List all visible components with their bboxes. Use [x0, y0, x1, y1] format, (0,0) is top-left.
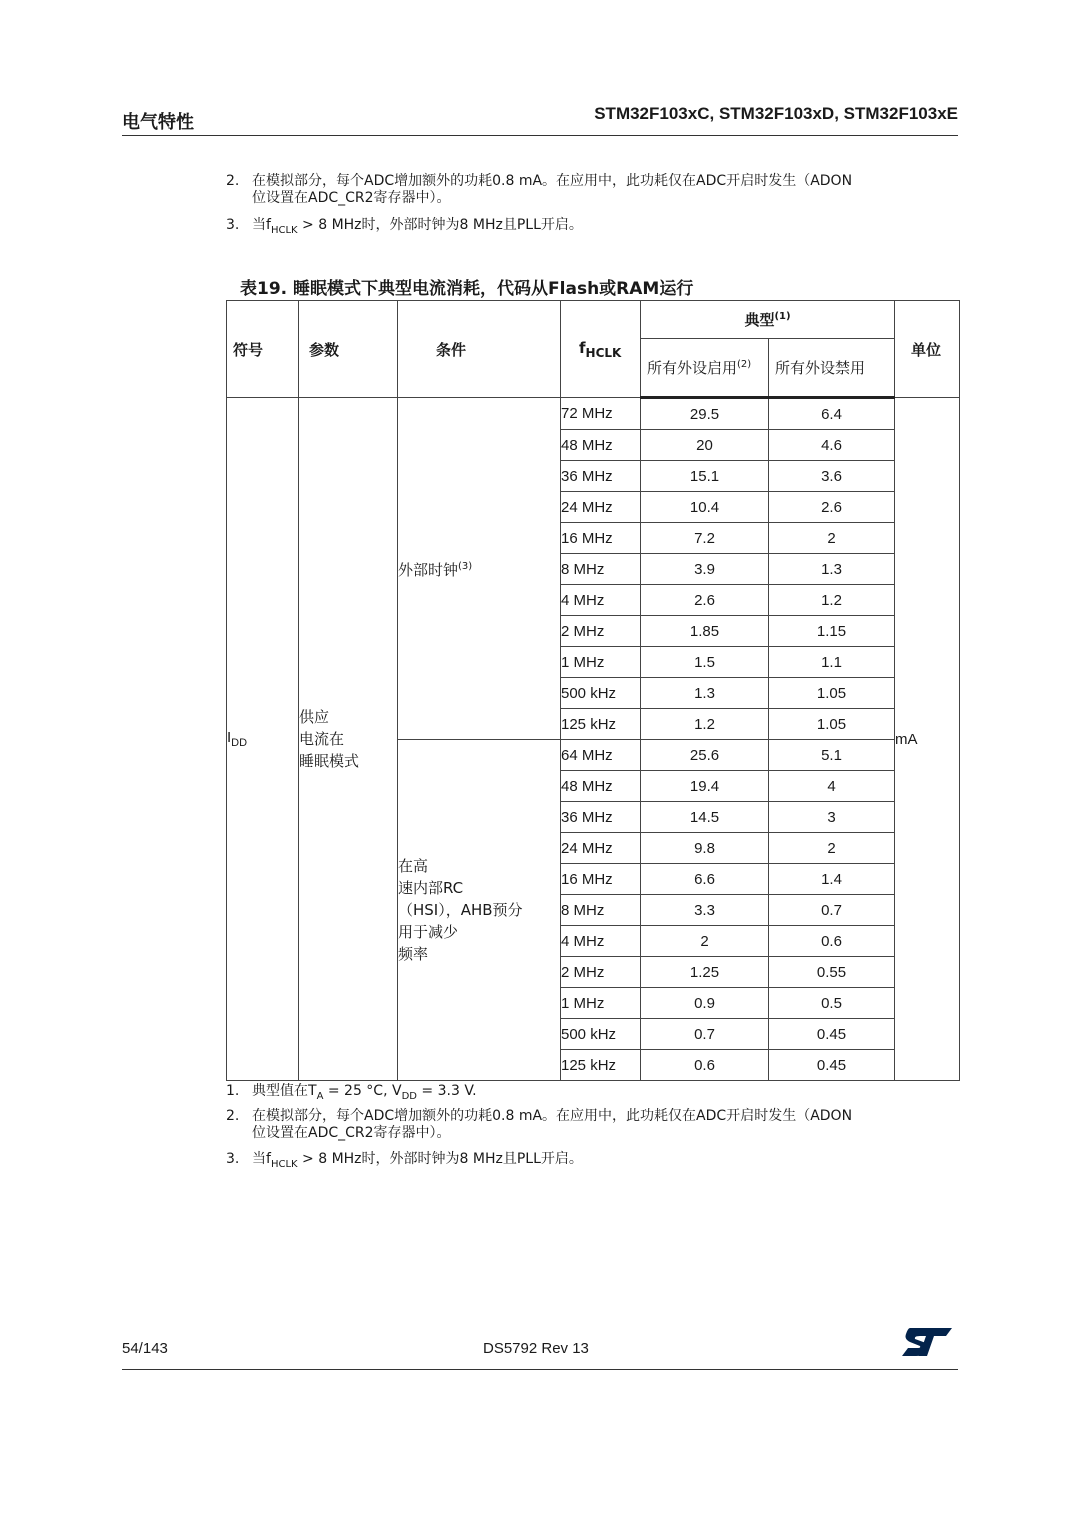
value-all-off: 2 — [769, 523, 895, 554]
value-all-on: 0.6 — [641, 1050, 769, 1081]
value-all-on: 29.5 — [641, 398, 769, 430]
value-all-off: 1.1 — [769, 647, 895, 678]
table-row — [227, 398, 960, 430]
value-all-on: 25.6 — [641, 740, 769, 771]
footer-divider — [122, 1369, 958, 1370]
value-all-on: 15.1 — [641, 461, 769, 492]
table-title: 表19. 睡眠模式下典型电流消耗，代码从Flash或RAM运行 — [240, 279, 694, 299]
frequency-cell: 8 MHz — [561, 554, 641, 585]
value-all-on: 1.85 — [641, 616, 769, 647]
value-all-off: 1.2 — [769, 585, 895, 616]
value-all-off: 1.4 — [769, 864, 895, 895]
frequency-cell: 125 kHz — [561, 709, 641, 740]
frequency-cell: 48 MHz — [561, 771, 641, 802]
value-all-off: 1.15 — [769, 616, 895, 647]
top-note-2: 2. 在模拟部分，每个ADC增加额外的功耗0.8 mA。在应用中，此功耗仅在ADC开启时发生（ADON 位设置在ADC_CR2寄存器中）。 — [226, 173, 853, 206]
bottom-note-3: 3. 当$f_{HCLK} > 8$ MHz时，外部时钟为8 MHz且PLL开启。 — [226, 1151, 583, 1170]
header-fhclk: $f_{HCLK}$ — [561, 301, 641, 398]
header-all-peripherals-off: 所有外设禁用 — [769, 339, 895, 398]
frequency-cell: 125 kHz — [561, 1050, 641, 1081]
value-all-on: 1.2 — [641, 709, 769, 740]
frequency-cell: 16 MHz — [561, 864, 641, 895]
value-all-off: 0.45 — [769, 1050, 895, 1081]
value-all-off: 4 — [769, 771, 895, 802]
value-all-on: 3.3 — [641, 895, 769, 926]
frequency-cell: 64 MHz — [561, 740, 641, 771]
frequency-cell: 500 kHz — [561, 678, 641, 709]
frequency-cell: 8 MHz — [561, 895, 641, 926]
value-all-off: 0.55 — [769, 957, 895, 988]
bottom-note-2: 2. 在模拟部分，每个ADC增加额外的功耗0.8 mA。在应用中，此功耗仅在ADC开启时发生（ADON 位设置在ADC_CR2寄存器中）。 — [226, 1108, 853, 1141]
header-typical: 典型$^{(1)}$ — [641, 301, 895, 339]
value-all-on: 20 — [641, 430, 769, 461]
st-logo-icon — [900, 1326, 954, 1358]
value-all-off: 3.6 — [769, 461, 895, 492]
value-all-on: 0.7 — [641, 1019, 769, 1050]
value-all-on: 1.3 — [641, 678, 769, 709]
value-all-off: 2.6 — [769, 492, 895, 523]
part-numbers: STM32F103xC, STM32F103xD, STM32F103xE — [594, 104, 958, 123]
frequency-cell: 1 MHz — [561, 647, 641, 678]
unit-cell: mA — [895, 398, 960, 1081]
frequency-cell: 4 MHz — [561, 585, 641, 616]
frequency-cell: 36 MHz — [561, 461, 641, 492]
value-all-on: 9.8 — [641, 833, 769, 864]
frequency-cell: 48 MHz — [561, 430, 641, 461]
value-all-off: 0.45 — [769, 1019, 895, 1050]
value-all-on: 1.5 — [641, 647, 769, 678]
value-all-on: 1.25 — [641, 957, 769, 988]
value-all-off: 0.6 — [769, 926, 895, 957]
value-all-on: 2 — [641, 926, 769, 957]
value-all-off: 0.7 — [769, 895, 895, 926]
header-unit: 单位 — [895, 301, 960, 398]
frequency-cell: 1 MHz — [561, 988, 641, 1019]
frequency-cell: 500 kHz — [561, 1019, 641, 1050]
value-all-off: 3 — [769, 802, 895, 833]
frequency-cell: 36 MHz — [561, 802, 641, 833]
section-title: 电气特性 — [122, 112, 194, 133]
value-all-on: 10.4 — [641, 492, 769, 523]
value-all-on: 14.5 — [641, 802, 769, 833]
condition-hsi: 在高 速内部RC （HSI），AHB预分 用于减少 频率 — [398, 740, 561, 1081]
frequency-cell: 24 MHz — [561, 833, 641, 864]
value-all-on: 3.9 — [641, 554, 769, 585]
value-all-off: 6.4 — [769, 398, 895, 430]
value-all-off: 1.05 — [769, 709, 895, 740]
frequency-cell: 16 MHz — [561, 523, 641, 554]
value-all-off: 5.1 — [769, 740, 895, 771]
top-note-3: 3. 当$f_{HCLK} > 8$ MHz时，外部时钟为8 MHz且PLL开启。 — [226, 217, 583, 236]
frequency-cell: 4 MHz — [561, 926, 641, 957]
value-all-on: 7.2 — [641, 523, 769, 554]
value-all-on: 19.4 — [641, 771, 769, 802]
frequency-cell: 72 MHz — [561, 398, 641, 430]
symbol-cell: $I_{DD}$ — [227, 398, 299, 1081]
value-all-off: 2 — [769, 833, 895, 864]
value-all-off: 1.3 — [769, 554, 895, 585]
header-all-peripherals-on: 所有外设启用$^{(2)}$ — [641, 339, 769, 398]
header-parameter: 参数 — [299, 301, 398, 398]
frequency-cell: 2 MHz — [561, 616, 641, 647]
header-symbol: 符号 — [227, 301, 299, 398]
header-condition: 条件 — [398, 301, 561, 398]
header-divider — [122, 135, 958, 136]
frequency-cell: 2 MHz — [561, 957, 641, 988]
value-all-on: 6.6 — [641, 864, 769, 895]
value-all-on: 2.6 — [641, 585, 769, 616]
value-all-off: 1.05 — [769, 678, 895, 709]
value-all-off: 0.5 — [769, 988, 895, 1019]
condition-external-clock: 外部时钟$^{(3)}$ — [398, 398, 561, 740]
current-consumption-table — [226, 300, 960, 1081]
value-all-on: 0.9 — [641, 988, 769, 1019]
bottom-note-1: 1. 典型值在$T_A = 25$ °C, $V_{DD} = 3.3$ V. — [226, 1083, 477, 1102]
value-all-off: 4.6 — [769, 430, 895, 461]
document-revision: DS5792 Rev 13 — [483, 1340, 589, 1357]
parameter-cell: 供应 电流在 睡眠模式 — [299, 398, 398, 1081]
frequency-cell: 24 MHz — [561, 492, 641, 523]
page-number: 54/143 — [122, 1340, 168, 1357]
